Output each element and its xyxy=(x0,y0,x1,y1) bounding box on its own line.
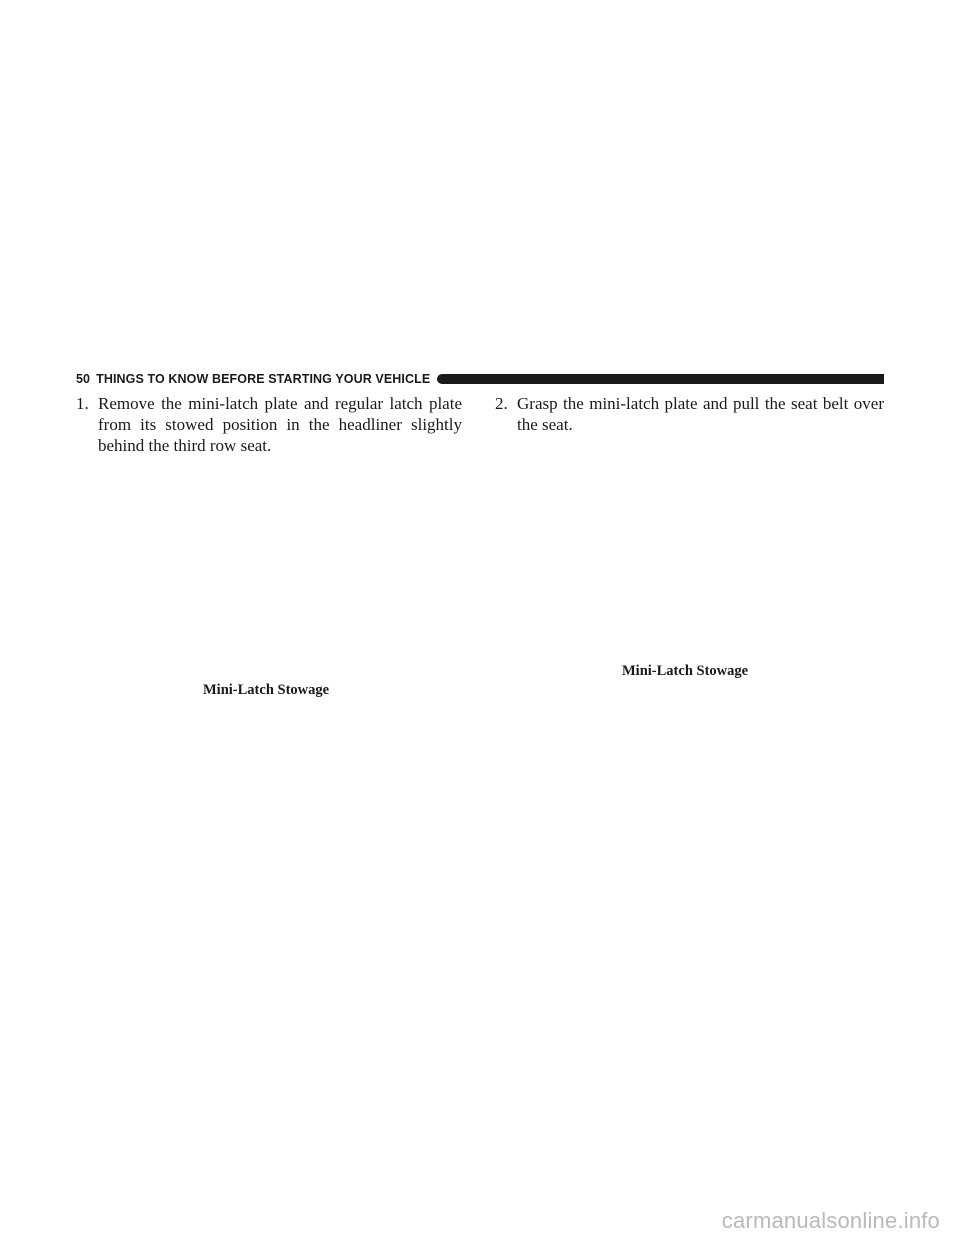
watermark: carmanualsonline.info xyxy=(721,1208,940,1233)
page-header xyxy=(76,372,884,386)
figure-mini-latch-left xyxy=(100,465,440,670)
header-rule xyxy=(437,374,884,384)
page-number: 50 xyxy=(76,372,91,386)
figure-mini-latch-right xyxy=(520,445,860,650)
section-title: THINGS TO KNOW BEFORE STARTING YOUR VEHICLE xyxy=(96,372,431,386)
step-item xyxy=(495,393,884,435)
step-number: 2. xyxy=(495,394,508,413)
step-text: Grasp the mini-latch plate and pull the seat belt over the seat. xyxy=(517,394,884,434)
step-number: 1. xyxy=(76,394,89,413)
step-text: Remove the mini-latch plate and regular latch plate from its stowed position in the headliner slightly behind the third row seat. xyxy=(98,394,462,455)
step-item xyxy=(76,393,462,456)
figure-caption-left: Mini-Latch Stowage xyxy=(203,682,330,698)
step-1 xyxy=(76,393,462,456)
step-2 xyxy=(495,393,884,435)
figure-caption-right: Mini-Latch Stowage xyxy=(622,663,749,679)
